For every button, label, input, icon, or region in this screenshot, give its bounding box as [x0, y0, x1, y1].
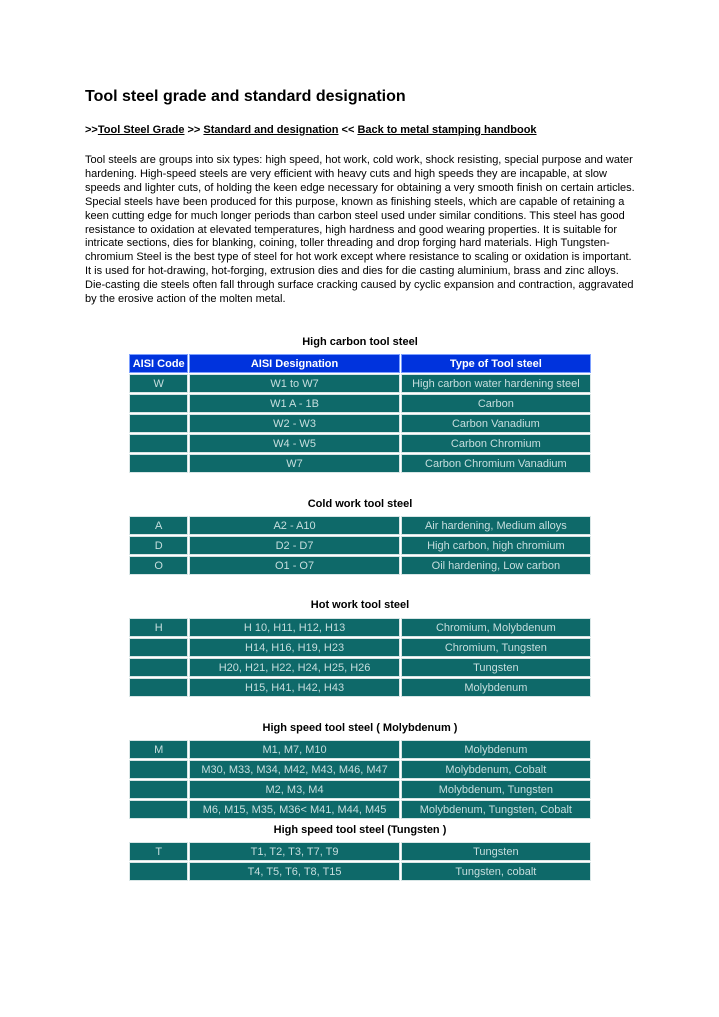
aisi-code-cell: T: [129, 842, 188, 861]
aisi-designation-header: AISI Designation: [189, 354, 399, 373]
tool-steel-grade-link[interactable]: Tool Steel Grade: [97, 124, 185, 136]
type-cell: Chromium, Molybdenum: [401, 618, 591, 637]
hot-work-table: [128, 617, 592, 698]
type-cell: Tungsten, cobalt: [401, 862, 591, 881]
aisi-code-header: AISI Code: [129, 354, 188, 373]
aisi-code-cell: [129, 678, 188, 697]
table-row: [129, 536, 591, 555]
table-row: [129, 780, 591, 799]
hot-work-caption: Hot work tool steel: [310, 599, 410, 611]
table-row: [129, 678, 591, 697]
intro-paragraph: Tool steels are groups into six types: high speed, hot work, cold work, shock resisting, special purpose and water hardening. High-speed steels are very efficient with heavy cuts and high speeds they are incapable, at slow speeds and lighter cuts, of holding the keen edge necessary for obtaining a very smooth finish on certain articles. Special steels have been produced for this purpose, known as finishing steels, which are capable of retaining a keen cutting edge for much longer periods than carbon steel used under similar conditions. This steel has good resistance to oxidation at elevated temperatures, high hardness and good wearing properties. It is suitable for intricate sections, dies for blanking, coining, toller threading and drop forging hard materials. High Tungsten-chromium Steel is the best type of steel for hot work except where resistance to scaling or oxidation is important. It is used for hot-drawing, hot-forging, extrusion dies and dies for die casting aluminium, brass and zinc alloys. Die-casting die steels often fall through surface cracking caused by cyclic expansion and contraction, aggravated by the erosive action of the molten metal.: [85, 154, 635, 306]
designation-cell: H15, H41, H42, H43: [189, 678, 399, 697]
table-row: [129, 800, 591, 819]
type-cell: Molybdenum: [401, 678, 591, 697]
cold-work-table: [128, 515, 592, 576]
tool-steel-type-header: Type of Tool steel: [401, 354, 591, 373]
aisi-code-cell: O: [129, 556, 188, 575]
type-cell: Chromium, Tungsten: [401, 638, 591, 657]
aisi-code-cell: [129, 414, 188, 433]
table-row: [129, 434, 591, 453]
designation-cell: M1, M7, M10: [189, 740, 399, 759]
aisi-code-cell: [129, 658, 188, 677]
standard-designation-link[interactable]: Standard and designation: [203, 124, 339, 136]
designation-cell: W7: [189, 454, 399, 473]
cold-work-caption: Cold work tool steel: [307, 498, 413, 510]
aisi-code-cell: [129, 454, 188, 473]
table-row: [129, 556, 591, 575]
aisi-code-cell: [129, 800, 188, 819]
aisi-code-cell: A: [129, 516, 188, 535]
type-cell: Carbon: [401, 394, 591, 413]
type-cell: High carbon, high chromium: [401, 536, 591, 555]
designation-cell: D2 - D7: [189, 536, 399, 555]
aisi-code-cell: [129, 862, 188, 881]
hss-tungsten-caption: High speed tool steel (Tungsten ): [273, 824, 447, 836]
aisi-code-cell: [129, 780, 188, 799]
type-cell: Molybdenum, Tungsten, Cobalt: [401, 800, 591, 819]
type-cell: Molybdenum: [401, 740, 591, 759]
breadcrumb-prefix: >>: [85, 124, 98, 136]
aisi-code-cell: W: [129, 374, 188, 393]
designation-cell: M6, M15, M35, M36< M41, M44, M45: [189, 800, 399, 819]
table-row: [129, 842, 591, 861]
designation-cell: O1 - O7: [189, 556, 399, 575]
hss-tungsten-table: [128, 841, 592, 882]
designation-cell: H20, H21, H22, H24, H25, H26: [189, 658, 399, 677]
designation-cell: M2, M3, M4: [189, 780, 399, 799]
table-row: [129, 638, 591, 657]
back-to-handbook-link[interactable]: Back to metal stamping handbook: [357, 124, 537, 136]
table-row: [129, 394, 591, 413]
aisi-code-cell: [129, 394, 188, 413]
breadcrumb-separator: >>: [184, 124, 204, 136]
type-cell: High carbon water hardening steel: [401, 374, 591, 393]
aisi-code-cell: [129, 638, 188, 657]
hss-molybdenum-table: [128, 739, 592, 820]
type-cell: Carbon Chromium: [401, 434, 591, 453]
designation-cell: T4, T5, T6, T8, T15: [189, 862, 399, 881]
table-header-row: [129, 354, 591, 373]
type-cell: Tungsten: [401, 842, 591, 861]
aisi-code-cell: D: [129, 536, 188, 555]
table-row: [129, 658, 591, 677]
designation-cell: M30, M33, M34, M42, M43, M46, M47: [189, 760, 399, 779]
designation-cell: T1, T2, T3, T7, T9: [189, 842, 399, 861]
table-row: [129, 618, 591, 637]
type-cell: Carbon Vanadium: [401, 414, 591, 433]
page-title: Tool steel grade and standard designation: [85, 88, 406, 105]
breadcrumb: [85, 124, 537, 136]
aisi-code-cell: [129, 760, 188, 779]
designation-cell: W1 to W7: [189, 374, 399, 393]
designation-cell: W4 - W5: [189, 434, 399, 453]
table-row: [129, 374, 591, 393]
designation-cell: A2 - A10: [189, 516, 399, 535]
type-cell: Tungsten: [401, 658, 591, 677]
type-cell: Oil hardening, Low carbon: [401, 556, 591, 575]
designation-cell: W2 - W3: [189, 414, 399, 433]
designation-cell: W1 A - 1B: [189, 394, 399, 413]
table-row: [129, 740, 591, 759]
high-carbon-caption: High carbon tool steel: [302, 336, 418, 348]
high-carbon-table: [128, 353, 592, 474]
type-cell: Molybdenum, Tungsten: [401, 780, 591, 799]
hss-molybdenum-caption: High speed tool steel ( Molybdenum ): [262, 722, 458, 734]
aisi-code-cell: [129, 434, 188, 453]
table-row: [129, 862, 591, 881]
type-cell: Molybdenum, Cobalt: [401, 760, 591, 779]
designation-cell: H 10, H11, H12, H13: [189, 618, 399, 637]
aisi-code-cell: M: [129, 740, 188, 759]
breadcrumb-separator: <<: [338, 124, 358, 136]
table-row: [129, 516, 591, 535]
type-cell: Air hardening, Medium alloys: [401, 516, 591, 535]
table-row: [129, 414, 591, 433]
table-row: [129, 760, 591, 779]
designation-cell: H14, H16, H19, H23: [189, 638, 399, 657]
aisi-code-cell: H: [129, 618, 188, 637]
type-cell: Carbon Chromium Vanadium: [401, 454, 591, 473]
table-row: [129, 454, 591, 473]
